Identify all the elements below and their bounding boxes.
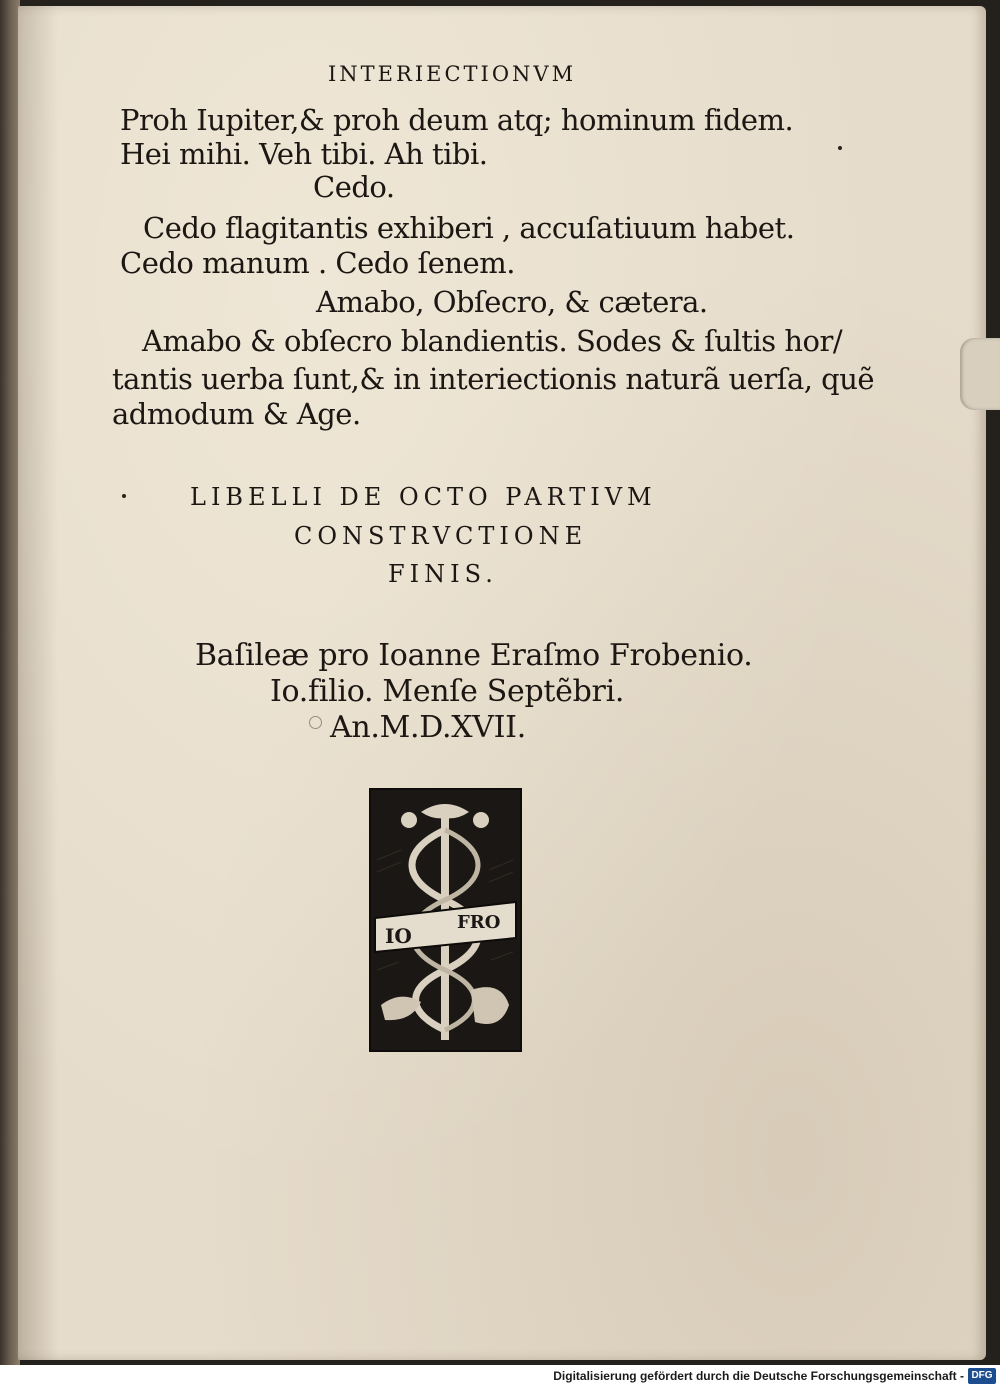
colophon-line: Baſileæ pro Ioanne Eraſmo Frobenio. [195,638,753,673]
finis-line: CONSTRVCTIONE [294,522,588,550]
device-banner-left-text: IO [385,924,412,948]
section-heading: INTERIECTIONVM [328,62,577,86]
colophon-line: An.M.D.XVII. [330,710,526,745]
device-banner-right-text: FRO [457,912,501,933]
text-line: tantis uerba ſunt,& in interiectionis naturã uerſa, quẽ [112,362,875,396]
text-line: Amabo & obſecro blandientis. Sodes & ſultis hor/ [142,324,843,358]
paper-blemish [309,716,322,729]
finis-line: LIBELLI DE OCTO PARTIVM [190,483,657,511]
text-line: Proh Iupiter,& proh deum atq; hominum fidem. [120,103,794,137]
text-line: Amabo, Obſecro, & cætera. [316,285,708,319]
text-line: admodum & Age. [112,397,361,431]
text-line: Cedo. [313,170,395,204]
printers-device-woodcut [369,788,522,1052]
text-line: Cedo manum . Cedo ſenem. [120,246,515,280]
text-line: Hei mihi. Veh tibi. Ah tibi. [120,137,488,171]
finis-line: FINIS. [388,560,498,588]
digitization-footer [0,1365,1000,1388]
page-tab-marker [960,338,1000,410]
text-line: Cedo flagitantis exhiberi , accuſatiuum habet. [143,211,795,245]
book-spine-edge [0,0,20,1365]
paper-speck [838,146,842,150]
colophon-line: Io.filio. Menſe Septẽbri. [270,674,625,709]
footer-credit-text: Digitalisierung gefördert durch die Deutsche Forschungsgemeinschaft - [553,1369,964,1383]
dfg-logo-icon: DFG [968,1368,996,1384]
paper-speck [122,494,126,498]
caduceus-emblem-icon [371,790,520,1050]
